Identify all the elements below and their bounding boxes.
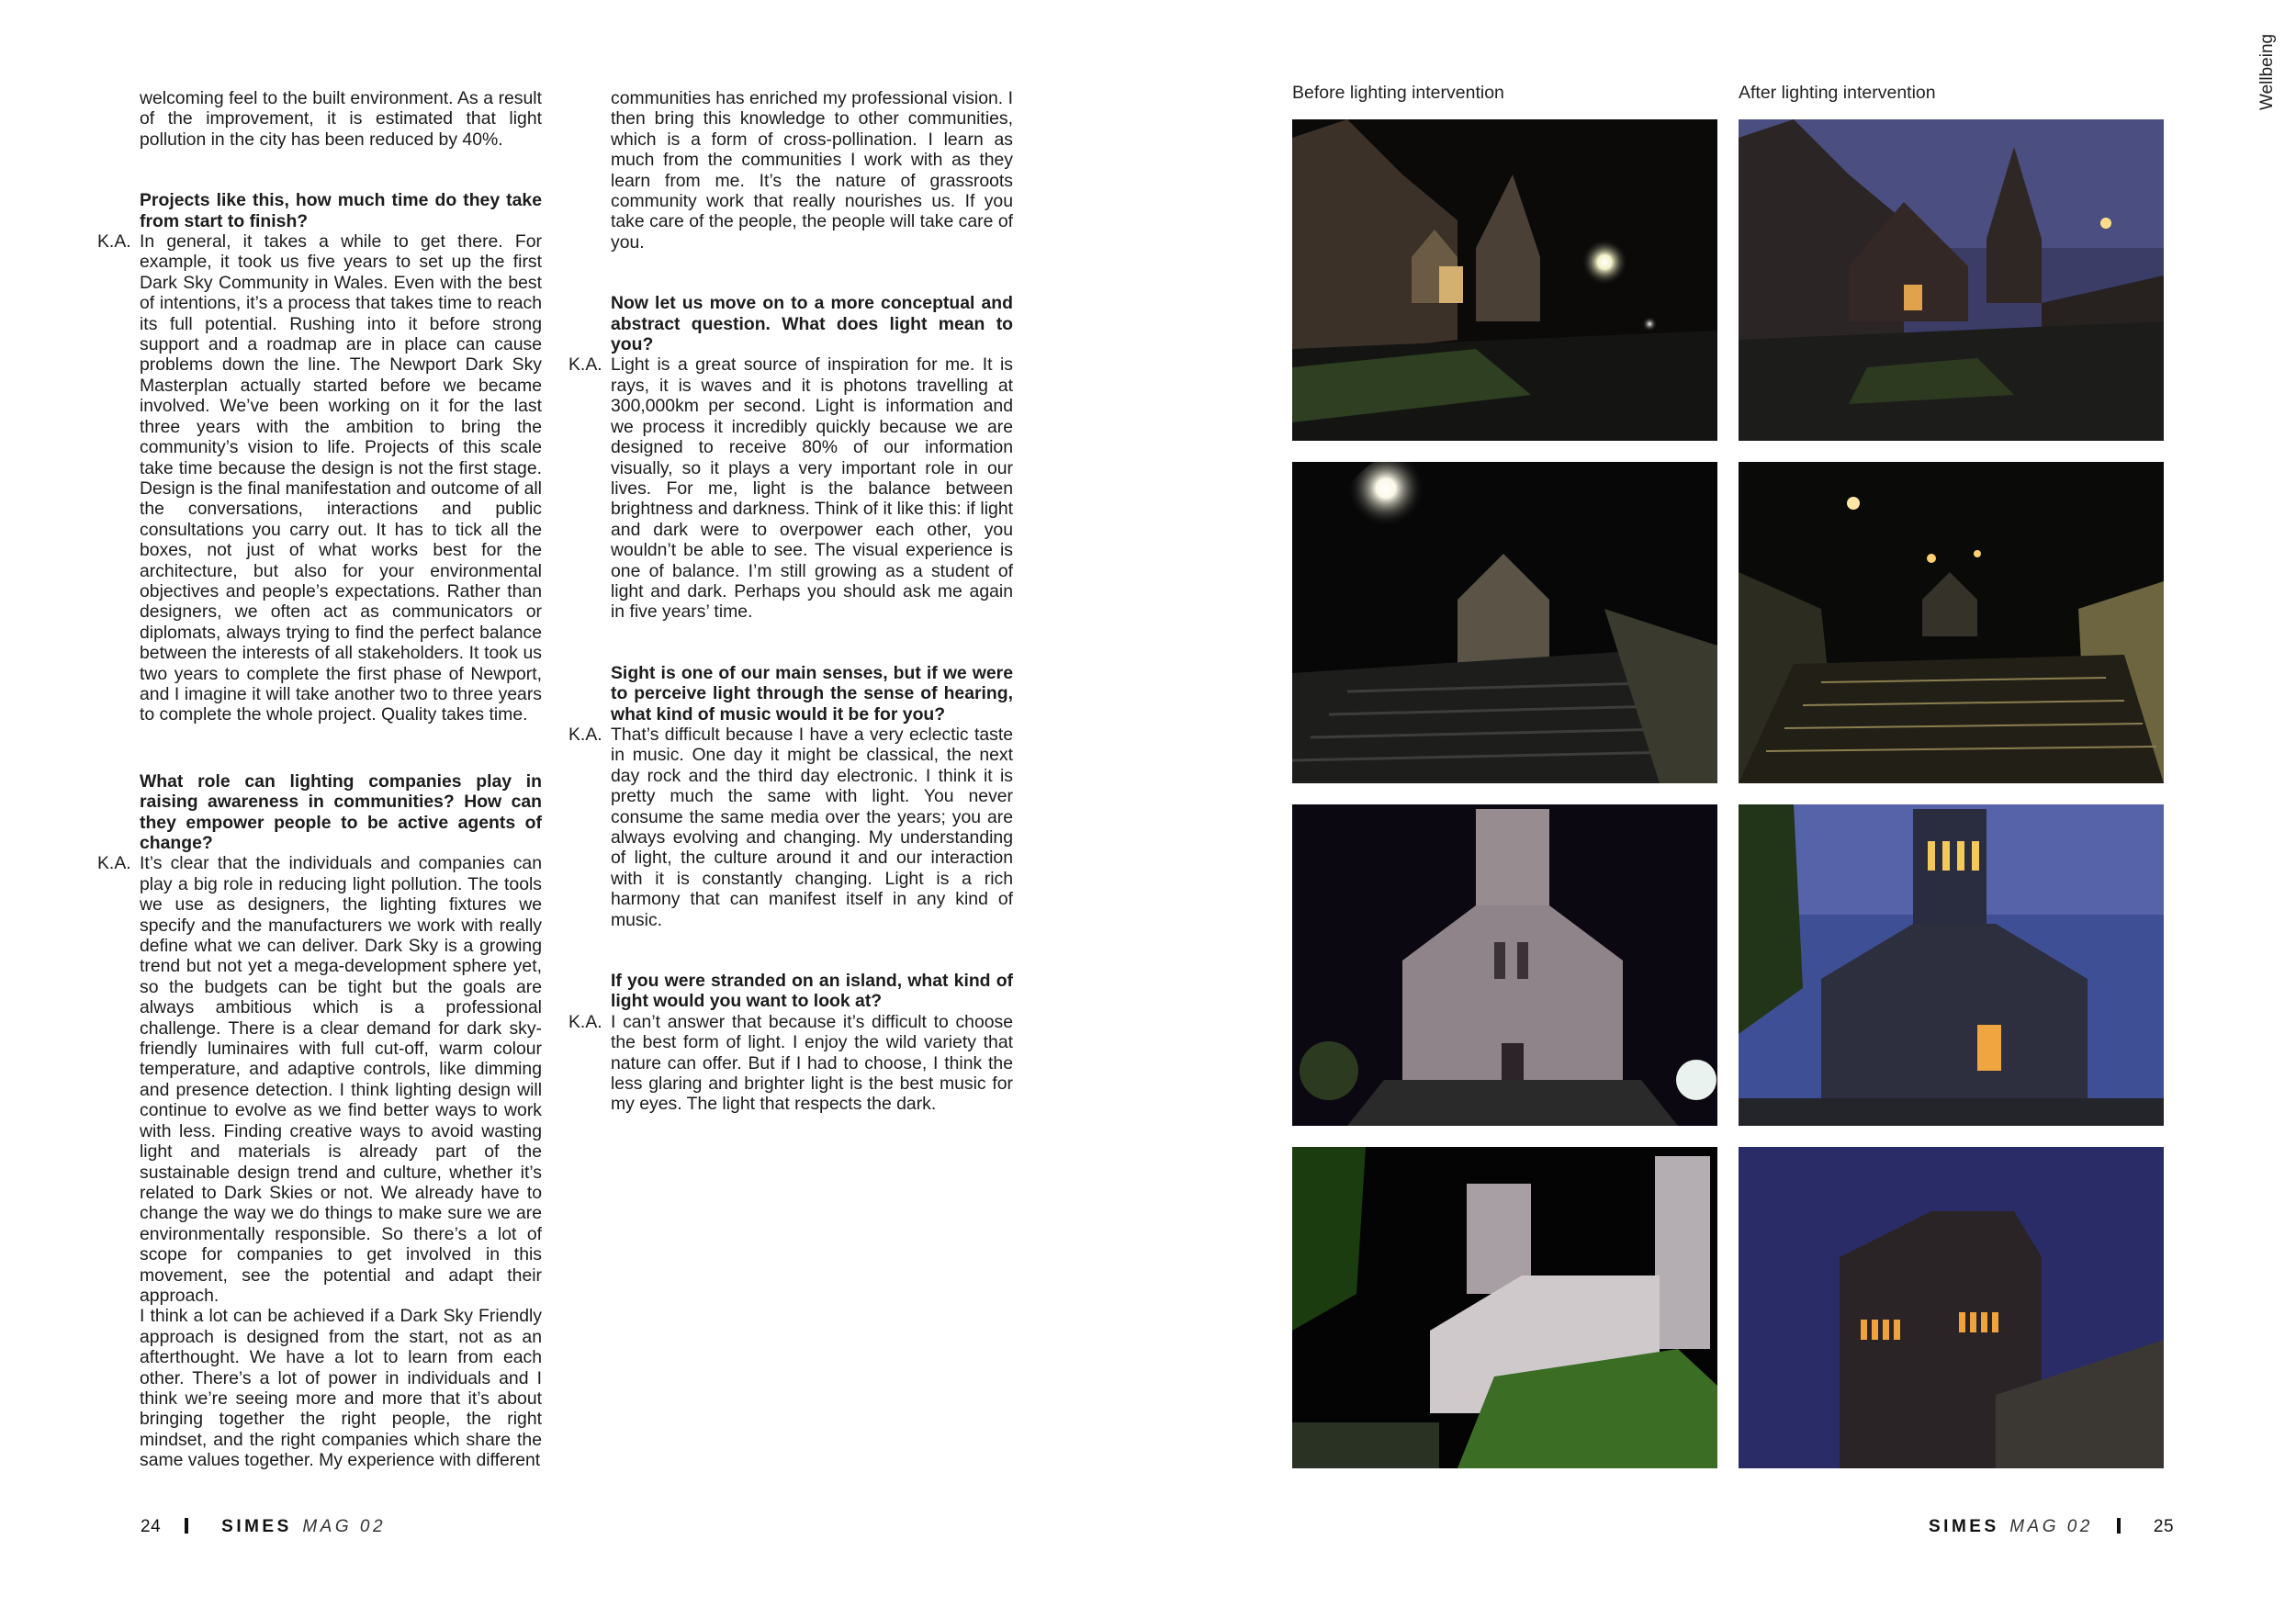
- interview-question: Sight is one of our main senses, but if we were to perceive light through the sense of hearing, what kind of music would it be for you?: [611, 662, 1013, 725]
- interview-answer: [568, 1011, 1013, 1115]
- answer-text: It’s clear that the individuals and companies can play a big role in reducing light pollution. The tools we use as designers, the lighting fixtures we specify and the manufacturers we work with really define what we can deliver. Dark Sky is a growing trend but not yet a mega-development sphere yet, so the budgets can be tight but the goals are always ambitious which is a professional challenge. There is a clear demand for dark sky-friendly luminaires with full cut-off, warm colour temperature, and adaptive controls, like dimming and presence detection. I think lighting design will continue to evolve as we find better ways to work with less. Finding creative ways to avoid wasting light and materials is already part of the sustainable design trend and culture, whether it’s related to Dark Skies or not. We already have to change the way we do things to make sure we are environmentally responsible. So there’s a lot of scope for companies to get involved in this movement, see the potential and adapt their approach.: [140, 853, 542, 1306]
- answer-text: I can’t answer that because it’s difficult to choose the best form of light. I enjoy the wild variety that nature can offer. But if I had to choose, I think the less glaring and brighter light is the best music for my eyes. The light that respects the dark.: [611, 1011, 1013, 1115]
- article-column-2: [568, 88, 1013, 1115]
- answer-text: That’s difficult because I have a very eclectic taste in music. One day it might be classical, the next day rock and the third day electronic. I think it is pretty much the same with light. You never consume the same media over the years; you are always evolving and changing. My understanding of light, the culture around it and our interaction with it is constantly changing. Light is a rich harmony that can manifest itself in any kind of music.: [611, 724, 1013, 930]
- photo-after-steps: [1739, 462, 2164, 783]
- interview-question: Now let us move on to a more conceptual and abstract question. What does light mean to you?: [611, 293, 1013, 355]
- page-number: 24: [141, 1517, 162, 1536]
- issue-label: MAG 02: [2009, 1517, 2093, 1536]
- interview-answer: [97, 853, 542, 1306]
- issue-label: MAG 02: [302, 1517, 387, 1536]
- answer-initials: K.A.: [568, 354, 602, 376]
- answer-initials: K.A.: [568, 1011, 602, 1032]
- before-caption: Before lighting intervention: [1292, 83, 1504, 103]
- photo-after-tower-detail: [1739, 1147, 2164, 1468]
- footer-right: [1929, 1517, 2174, 1537]
- paragraph: I think a lot can be achieved if a Dark Sky Friendly approach is designed from the start, not as an afterthought. We have a lot to learn from each other. There’s a lot of power in individuals and I think we’re seeing more and more that it’s about bringing together the right people, the right mindset, and the right companies which share the same values together. My experience with different: [140, 1306, 542, 1471]
- interview-question: If you were stranded on an island, what kind of light would you want to look at?: [611, 971, 1013, 1012]
- photo-before-church-exterior: [1292, 119, 1717, 441]
- answer-initials: K.A.: [97, 853, 131, 874]
- separator: [2117, 1518, 2121, 1534]
- separator: [185, 1518, 188, 1534]
- section-label: Wellbeing: [2257, 33, 2277, 110]
- brand-name: SIMES: [1929, 1517, 1999, 1536]
- answer-initials: K.A.: [568, 724, 602, 745]
- interview-answer: [97, 231, 542, 725]
- photo-before-church-tower: [1292, 804, 1717, 1126]
- interview-question: Projects like this, how much time do they take from start to finish?: [140, 190, 542, 231]
- answer-initials: K.A.: [97, 231, 131, 253]
- answer-text: In general, it takes a while to get there. For example, it took us five years to set up the first Dark Sky Community in Wales. Even with the best of intentions, it’s a process that takes time to reach its full potential. Rushing into it before strong support and a roadmap are in place can cause problems down the line. The Newport Dark Sky Masterplan actually started before we became involved. We’ve been working on it for the last three years with the ambition to bring the community’s vision to life. Projects of this scale take time because the design is not the first stage. Design is the final manifestation and outcome of all the conversations, interactions and public consultations you carry out. It has to tick all the boxes, not just of what works best for the architecture, but also for your environmental objectives and people’s expectations. Rather than designers, we often act as communicators or diplomats, always trying to find the perfect balance between the interests of all stakeholders. It took us two years to complete the first phase of Newport, and I imagine it will take another two to three years to complete the whole project. Quality takes time.: [140, 231, 542, 725]
- interview-answer: [568, 354, 1013, 623]
- footer-left: [141, 1517, 386, 1537]
- answer-text: Light is a great source of inspiration for me. It is rays, it is waves and it is photons travelling at 300,000km per second. Light is information and we process it incredibly quickly because we are designed to receive 80% of our information visually, so it plays a very important role in our lives. For me, light is the balance between brightness and darkness. Think of it like this: if light and dark were to overpower each other, you wouldn’t be able to see. The visual experience is one of balance. I’m still growing as a student of light and dark. Perhaps you should ask me again in five years’ time.: [611, 354, 1013, 623]
- photo-after-church-exterior: [1739, 119, 2164, 441]
- photo-before-steps: [1292, 462, 1717, 783]
- brand-name: SIMES: [221, 1517, 292, 1536]
- article-column-1: [97, 88, 542, 1471]
- page-number: 25: [2153, 1517, 2175, 1536]
- photo-after-church-tower: [1739, 804, 2164, 1126]
- paragraph: welcoming feel to the built environment. As a result of the improvement, it is estimated that light pollution in the city has been reduced by 40%.: [140, 88, 542, 150]
- paragraph: communities has enriched my professional vision. I then bring this knowledge to other communities, which is a form of cross-pollination. I learn as much from the communities I work with as they learn from me. It’s the nature of grassroots community work that really nourishes us. If you take care of the people, the people will take care of you.: [611, 88, 1013, 253]
- photo-before-church-side: [1292, 1147, 1717, 1468]
- after-caption: After lighting intervention: [1739, 83, 1936, 103]
- interview-answer: [568, 724, 1013, 930]
- interview-question: What role can lighting companies play in raising awareness in communities? How can they empower people to be active agents of change?: [140, 770, 542, 853]
